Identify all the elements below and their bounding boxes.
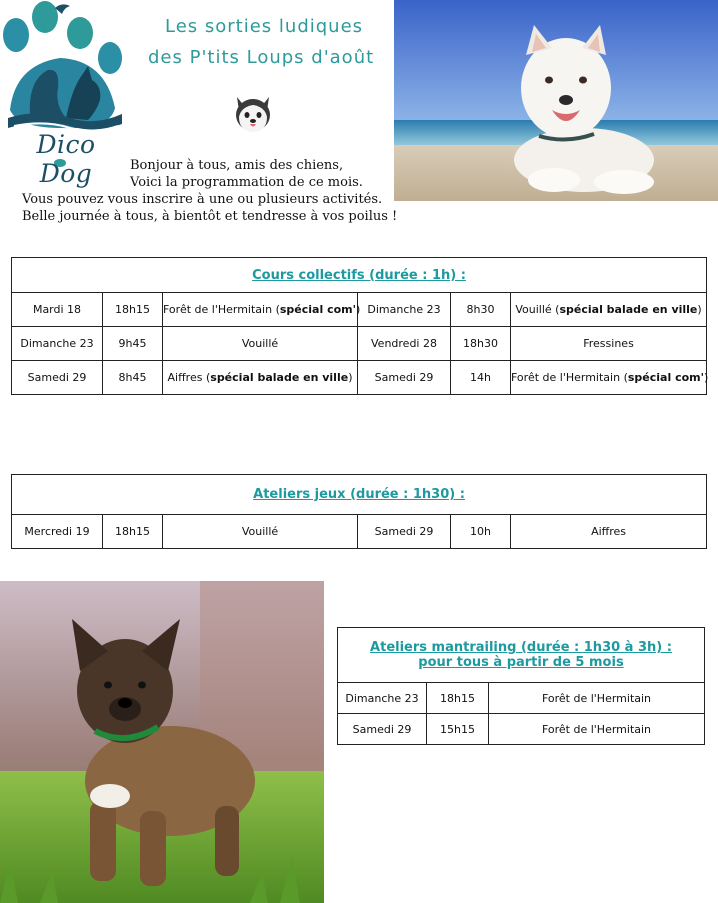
session-place: Vouillé (spécial balade en ville) [511,293,707,327]
session-place: Aiffres (spécial balade en ville) [163,361,358,395]
intro-registration: Vous pouvez vous inscrire à une ou plusieurs activités. [22,192,383,207]
cours-collectifs-heading: Cours collectifs (durée : 1h) : [12,258,707,293]
white-dog-beach-photo [394,0,718,201]
title-line-2: des P'tits Loups d'août [148,47,375,68]
session-note: spécial com' [279,303,356,316]
session-day: Samedi 29 [12,361,103,395]
table-row [338,683,705,714]
session-place: Vouillé [163,515,358,549]
session-place: Forêt de l'Hermitain (spécial com') [163,293,358,327]
session-time: 18h15 [103,515,163,549]
session-day: Samedi 29 [358,361,451,395]
mantrailing-heading-line-2: pour tous à partir de 5 mois [418,655,624,670]
table-row [12,293,707,327]
session-place: Forêt de l'Hermitain [489,714,705,745]
session-time: 18h30 [451,327,511,361]
intro-programme: Voici la programmation de ce mois. [130,175,363,190]
session-note: spécial balade en ville [559,303,698,316]
logo-name: Dico Dog [36,130,96,188]
puppy-grass-photo [0,581,324,903]
session-place: Vouillé [163,327,358,361]
session-time: 18h15 [103,293,163,327]
session-time: 18h15 [427,683,489,714]
session-time: 10h [451,515,511,549]
session-time: 8h30 [451,293,511,327]
session-day: Mardi 18 [12,293,103,327]
ateliers-jeux-table [11,474,707,549]
mantrailing-table [337,627,705,745]
ateliers-jeux-heading: Ateliers jeux (durée : 1h30) : [12,475,707,515]
table-row [12,327,707,361]
session-day: Samedi 29 [338,714,427,745]
session-note: spécial com' [627,371,704,384]
session-day: Samedi 29 [358,515,451,549]
session-day: Dimanche 23 [338,683,427,714]
session-day: Dimanche 23 [12,327,103,361]
session-time: 14h [451,361,511,395]
session-place: Fressines [511,327,707,361]
session-day: Vendredi 28 [358,327,451,361]
husky-face-icon [231,93,275,135]
mantrailing-heading-line-1: Ateliers mantrailing (durée : 1h30 à 3h) : [370,640,672,655]
table-row [12,361,707,395]
session-time: 9h45 [103,327,163,361]
mantrailing-heading [338,628,705,683]
session-place: Forêt de l'Hermitain (spécial com') [511,361,707,395]
session-place: Aiffres [511,515,707,549]
session-time: 15h15 [427,714,489,745]
session-time: 8h45 [103,361,163,395]
intro-farewell: Belle journée à tous, à bientôt et tendresse à vos poilus ! [22,209,398,224]
intro-greeting: Bonjour à tous, amis des chiens, [130,158,344,173]
cours-collectifs-table [11,257,707,395]
session-day: Mercredi 19 [12,515,103,549]
title-line-1: Les sorties ludiques [165,16,364,37]
table-row [12,515,707,549]
table-row [338,714,705,745]
session-note: spécial balade en ville [210,371,349,384]
session-place: Forêt de l'Hermitain [489,683,705,714]
session-day: Dimanche 23 [358,293,451,327]
